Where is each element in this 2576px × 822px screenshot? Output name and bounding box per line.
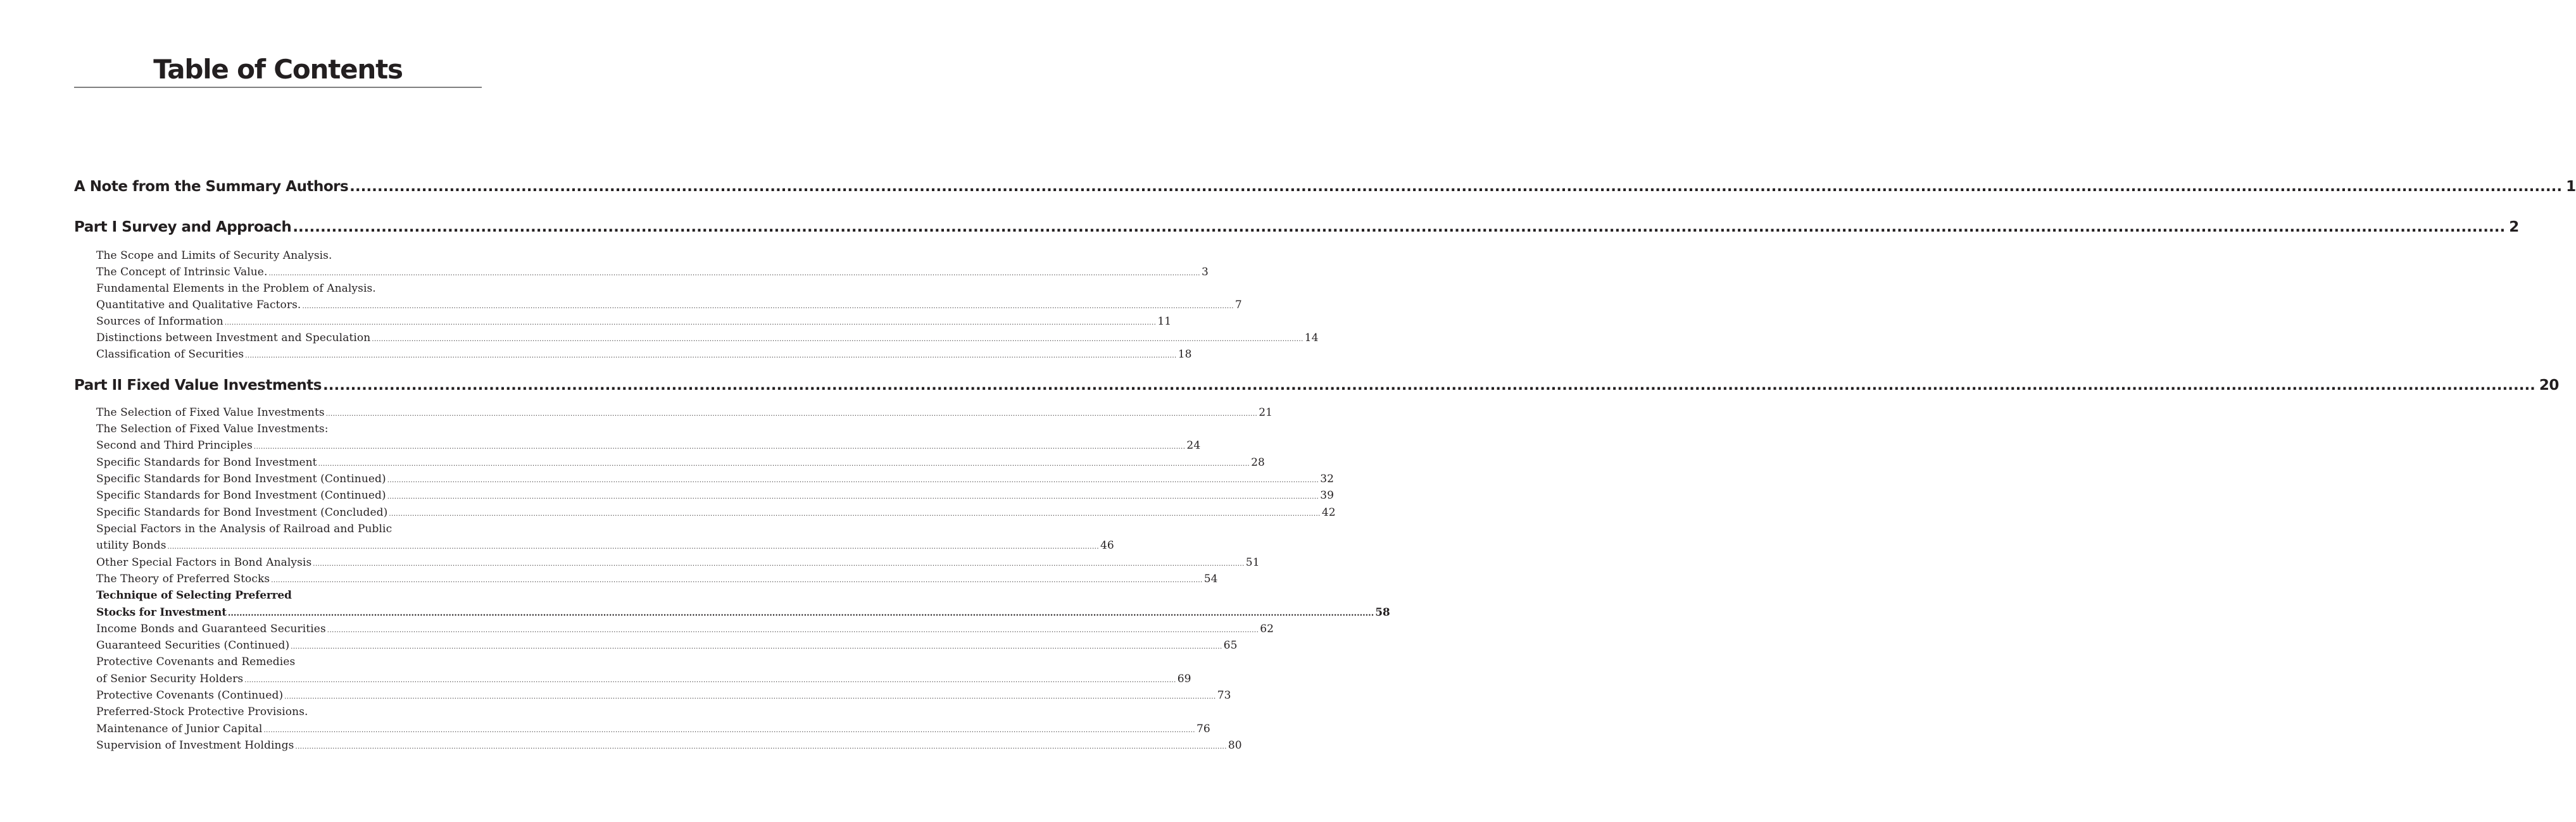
entry-title: Part II Fixed Value Investments xyxy=(74,377,322,394)
dot-leader: ................................................................................................................................................................................................................................................................................................................................................................................................................ xyxy=(323,377,2535,394)
entry-first-line: Protective Covenants and Remedies xyxy=(96,656,296,668)
entry-title: Specific Standards for Bond Investment (Continued) xyxy=(96,473,386,485)
dot-leader: ................................................................................................................................................................................................................................................................................................................................................................................................................ xyxy=(227,609,1374,618)
dot-leader: ................................................................................................................................................................................................................................................................................................................................................................................................................ xyxy=(327,627,1259,634)
toc-entry-protective2[interactable] xyxy=(96,687,1231,706)
page-number: 51 xyxy=(1245,556,1260,569)
page-number: 58 xyxy=(1375,606,1390,619)
page-number: 65 xyxy=(1223,639,1238,652)
toc-entry-railroad[interactable] xyxy=(96,537,1114,556)
dot-leader: ................................................................................................................................................................................................................................................................................................................................................................................................................ xyxy=(387,494,1319,501)
toc-entry-technique[interactable] xyxy=(96,604,1390,622)
entry-title: Distinctions between Investment and Speculation xyxy=(96,332,371,344)
toc-entry-specific2[interactable] xyxy=(96,471,1335,489)
toc-entry-sources[interactable] xyxy=(96,313,1172,332)
entry-title: Classification of Securities xyxy=(96,348,244,361)
dot-leader: ................................................................................................................................................................................................................................................................................................................................................................................................................ xyxy=(349,178,2563,195)
entry-title: of Senior Security Holders xyxy=(96,673,244,685)
page-number: 42 xyxy=(1321,506,1336,519)
toc-entry-selection[interactable] xyxy=(96,404,1273,423)
entry-title: Second and Third Principles xyxy=(96,439,253,452)
toc-entry-income[interactable] xyxy=(96,621,1274,639)
page-number: 73 xyxy=(1217,689,1231,702)
entry-title: Specific Standards for Bond Investment (Continued) xyxy=(96,489,386,502)
page-number: 11 xyxy=(1157,315,1172,328)
dot-leader: ................................................................................................................................................................................................................................................................................................................................................................................................................ xyxy=(224,320,1157,327)
entry-title: Stocks for Investment xyxy=(96,606,227,619)
entry-first-line: Technique of Selecting Preferred xyxy=(96,589,292,602)
toc-entry-part2[interactable] xyxy=(74,376,2559,395)
toc-entry-guaranteed[interactable] xyxy=(96,637,1238,656)
dot-leader: ................................................................................................................................................................................................................................................................................................................................................................................................................ xyxy=(295,744,1227,750)
dot-leader: ................................................................................................................................................................................................................................................................................................................................................................................................................ xyxy=(318,461,1250,468)
entry-title: Sources of Information xyxy=(96,315,223,328)
page-title: Table of Contents xyxy=(153,54,403,85)
entry-title: Quantitative and Qualitative Factors. xyxy=(96,299,301,311)
title-rule xyxy=(74,87,482,88)
toc-entry-classification[interactable] xyxy=(96,346,1192,364)
entry-title: A Note from the Summary Authors xyxy=(74,178,349,195)
entry-title: Maintenance of Junior Capital xyxy=(96,723,263,735)
entry-title: utility Bonds xyxy=(96,539,166,552)
dot-leader: ................................................................................................................................................................................................................................................................................................................................................................................................................ xyxy=(291,644,1222,651)
toc-entry-specific4[interactable] xyxy=(96,504,1336,523)
entry-title: Protective Covenants (Continued) xyxy=(96,689,284,702)
entry-title: Guaranteed Securities (Continued) xyxy=(96,639,290,652)
page-number: 54 xyxy=(1203,573,1218,585)
page-number: 21 xyxy=(1259,406,1273,419)
toc-entry-scope[interactable] xyxy=(96,264,1209,282)
page-number: 39 xyxy=(1320,489,1335,502)
page-number: 1 xyxy=(2566,178,2576,195)
dot-leader: ................................................................................................................................................................................................................................................................................................................................................................................................................ xyxy=(387,477,1319,484)
toc-entry-theory[interactable] xyxy=(96,571,1218,589)
dot-leader: ................................................................................................................................................................................................................................................................................................................................................................................................................ xyxy=(263,727,1195,734)
toc-entry-selection2[interactable] xyxy=(96,437,1201,456)
page-number: 76 xyxy=(1196,723,1210,735)
entry-title: Specific Standards for Bond Investment (Concluded) xyxy=(96,506,388,519)
toc-entry-distinctions[interactable] xyxy=(96,330,1319,348)
entry-first-line: Fundamental Elements in the Problem of Analysis. xyxy=(96,282,376,295)
page-number: 14 xyxy=(1304,332,1319,344)
entry-title: Supervision of Investment Holdings xyxy=(96,739,294,752)
page-number: 32 xyxy=(1320,473,1335,485)
page-number: 2 xyxy=(2509,219,2519,235)
toc-entry-part1[interactable] xyxy=(74,218,2519,237)
dot-leader: ................................................................................................................................................................................................................................................................................................................................................................................................................ xyxy=(389,511,1321,518)
page-number: 18 xyxy=(1178,348,1192,361)
dot-leader: ................................................................................................................................................................................................................................................................................................................................................................................................................ xyxy=(268,270,1200,277)
dot-leader: ................................................................................................................................................................................................................................................................................................................................................................................................................ xyxy=(313,561,1245,568)
toc-entry-specific3[interactable] xyxy=(96,487,1335,506)
entry-title: Specific Standards for Bond Investment xyxy=(96,456,317,469)
page-number: 7 xyxy=(1235,299,1242,311)
toc-entry-supervision[interactable] xyxy=(96,737,1242,756)
page-number: 3 xyxy=(1201,266,1209,278)
entry-title: The Theory of Preferred Stocks xyxy=(96,573,270,585)
dot-leader: ................................................................................................................................................................................................................................................................................................................................................................................................................ xyxy=(167,544,1099,551)
toc-entry-fundamental[interactable] xyxy=(96,297,1242,315)
toc-entry-preferred[interactable] xyxy=(96,721,1210,739)
toc-entry-note[interactable] xyxy=(74,177,2576,196)
dot-leader: ................................................................................................................................................................................................................................................................................................................................................................................................................ xyxy=(244,677,1176,684)
dot-leader: ................................................................................................................................................................................................................................................................................................................................................................................................................ xyxy=(271,577,1203,584)
page-number: 28 xyxy=(1251,456,1265,469)
entry-first-line: The Scope and Limits of Security Analysis. xyxy=(96,249,332,262)
dot-leader: ................................................................................................................................................................................................................................................................................................................................................................................................................ xyxy=(284,694,1216,701)
dot-leader: ................................................................................................................................................................................................................................................................................................................................................................................................................ xyxy=(325,411,1258,418)
entry-first-line: The Selection of Fixed Value Investments: xyxy=(96,423,329,435)
page-number: 20 xyxy=(2539,377,2559,394)
entry-first-line: Preferred-Stock Protective Provisions. xyxy=(96,706,308,718)
page-number: 80 xyxy=(1228,739,1242,752)
page-number: 69 xyxy=(1177,673,1191,685)
dot-leader: ................................................................................................................................................................................................................................................................................................................................................................................................................ xyxy=(292,219,2506,235)
dot-leader: ................................................................................................................................................................................................................................................................................................................................................................................................................ xyxy=(372,336,1304,343)
page-number: 46 xyxy=(1100,539,1114,552)
entry-title: Other Special Factors in Bond Analysis xyxy=(96,556,312,569)
entry-title: Part I Survey and Approach xyxy=(74,219,292,235)
entry-first-line: Special Factors in the Analysis of Railroad and Public xyxy=(96,523,393,535)
dot-leader: ................................................................................................................................................................................................................................................................................................................................................................................................................ xyxy=(245,352,1177,359)
dot-leader: ................................................................................................................................................................................................................................................................................................................................................................................................................ xyxy=(253,444,1186,451)
toc-entry-protective[interactable] xyxy=(96,671,1191,689)
entry-title: The Selection of Fixed Value Investments xyxy=(96,406,325,419)
dot-leader: ................................................................................................................................................................................................................................................................................................................................................................................................................ xyxy=(302,303,1234,310)
entry-title: Income Bonds and Guaranteed Securities xyxy=(96,623,326,635)
toc-entry-other[interactable] xyxy=(96,554,1260,573)
entry-title: The Concept of Intrinsic Value. xyxy=(96,266,268,278)
page-number: 24 xyxy=(1186,439,1201,452)
toc-entry-specific1[interactable] xyxy=(96,454,1265,473)
page-number: 62 xyxy=(1260,623,1274,635)
